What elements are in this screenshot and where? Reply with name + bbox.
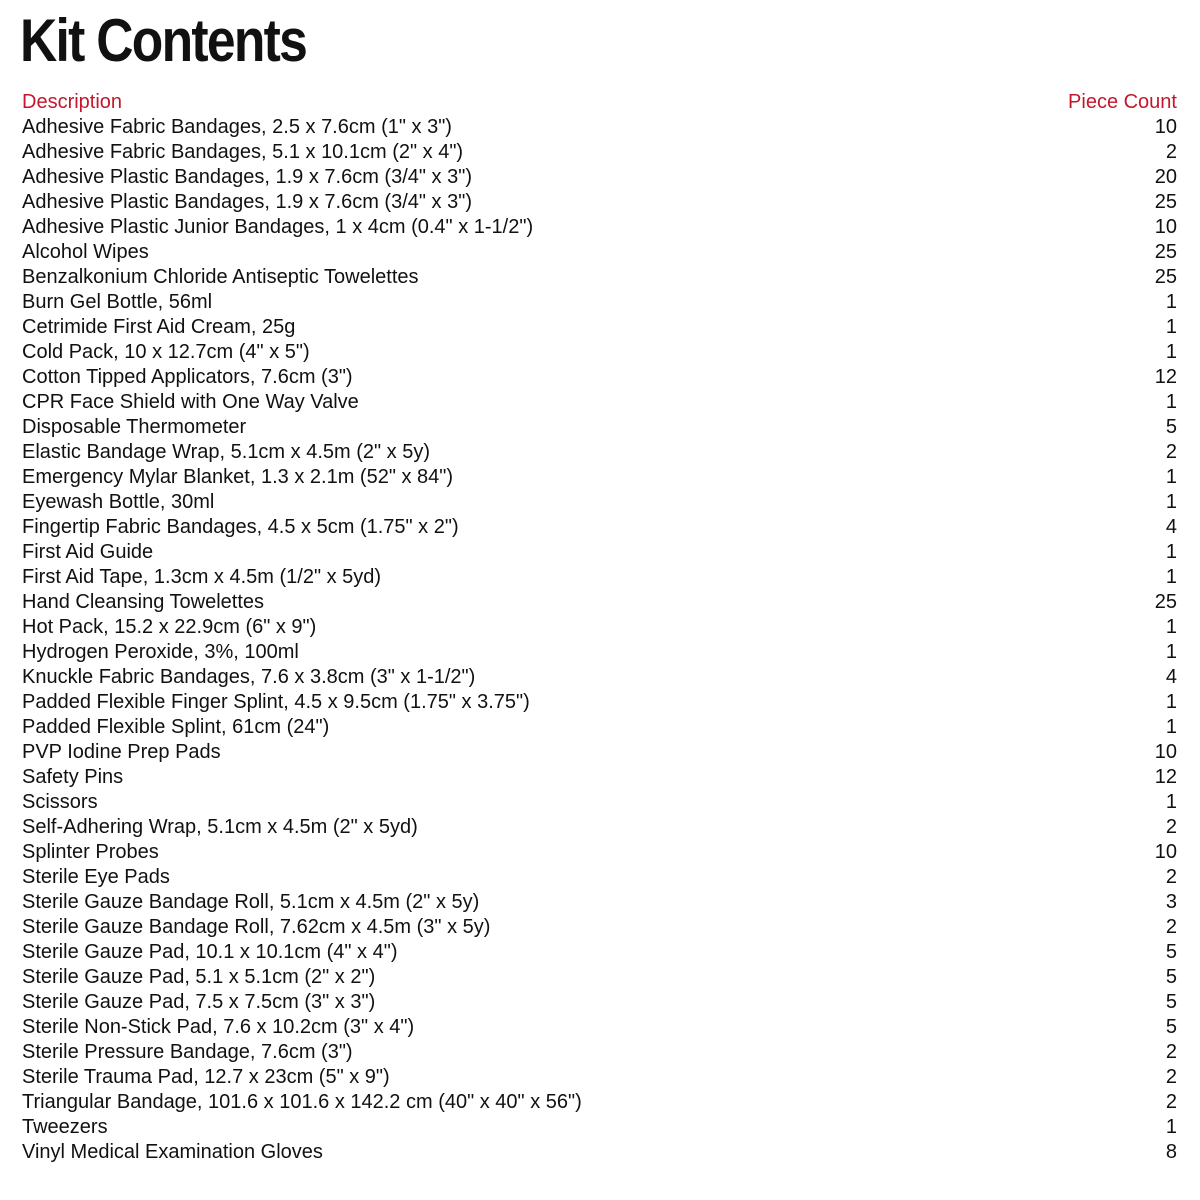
item-description: Adhesive Plastic Bandages, 1.9 x 7.6cm (3/4" x 3") [22, 191, 472, 213]
item-description: Sterile Gauze Bandage Roll, 7.62cm x 4.5m (3" x 5y) [22, 916, 491, 938]
item-piece-count: 25 [1154, 191, 1177, 213]
item-piece-count: 20 [1154, 166, 1177, 188]
item-description: Cotton Tipped Applicators, 7.6cm (3") [22, 366, 353, 388]
table-row [22, 340, 1177, 365]
table-row [22, 915, 1177, 940]
item-description: Sterile Gauze Pad, 7.5 x 7.5cm (3" x 3") [22, 991, 376, 1013]
item-piece-count: 1 [1165, 316, 1177, 338]
item-piece-count: 1 [1165, 391, 1177, 413]
table-row [22, 890, 1177, 915]
table-row [22, 1040, 1177, 1065]
item-description: Elastic Bandage Wrap, 5.1cm x 4.5m (2" x 5y) [22, 441, 431, 463]
table-row [22, 240, 1177, 265]
item-piece-count: 1 [1165, 466, 1177, 488]
item-piece-count: 1 [1165, 641, 1177, 663]
table-row [22, 1065, 1177, 1090]
table-row [22, 640, 1177, 665]
table-row [22, 1090, 1177, 1115]
item-description: Adhesive Fabric Bandages, 5.1 x 10.1cm (2" x 4") [22, 141, 464, 163]
item-description: Self-Adhering Wrap, 5.1cm x 4.5m (2" x 5yd) [22, 816, 418, 838]
item-piece-count: 10 [1154, 216, 1177, 238]
table-row [22, 715, 1177, 740]
page-title: Kit Contents [20, 7, 307, 74]
table-row [22, 165, 1177, 190]
item-piece-count: 5 [1165, 1016, 1177, 1038]
item-piece-count: 2 [1165, 1066, 1177, 1088]
item-piece-count: 5 [1165, 991, 1177, 1013]
item-description: Adhesive Fabric Bandages, 2.5 x 7.6cm (1" x 3") [22, 116, 452, 138]
item-piece-count: 1 [1165, 791, 1177, 813]
item-piece-count: 2 [1165, 1041, 1177, 1063]
item-piece-count: 1 [1165, 1116, 1177, 1138]
item-piece-count: 1 [1165, 616, 1177, 638]
item-description: Hot Pack, 15.2 x 22.9cm (6" x 9") [22, 616, 317, 638]
table-row [22, 765, 1177, 790]
table-row [22, 665, 1177, 690]
item-description: Sterile Gauze Pad, 10.1 x 10.1cm (4" x 4") [22, 941, 398, 963]
item-description: First Aid Tape, 1.3cm x 4.5m (1/2" x 5yd) [22, 566, 382, 588]
item-description: Triangular Bandage, 101.6 x 101.6 x 142.2 cm (40" x 40" x 56") [22, 1091, 582, 1113]
item-piece-count: 10 [1154, 741, 1177, 763]
table-row [22, 315, 1177, 340]
table-row [22, 1115, 1177, 1140]
item-piece-count: 2 [1165, 141, 1177, 163]
item-piece-count: 2 [1165, 816, 1177, 838]
table-row [22, 115, 1177, 140]
item-description: Alcohol Wipes [22, 241, 149, 263]
table-row [22, 590, 1177, 615]
table-row [22, 490, 1177, 515]
table-row [22, 865, 1177, 890]
table-row [22, 840, 1177, 865]
item-piece-count: 8 [1165, 1141, 1177, 1163]
item-piece-count: 4 [1165, 516, 1177, 538]
table-row [22, 190, 1177, 215]
table-body [22, 115, 1177, 1165]
item-piece-count: 1 [1165, 566, 1177, 588]
item-piece-count: 1 [1165, 341, 1177, 363]
table-row [22, 690, 1177, 715]
item-description: Vinyl Medical Examination Gloves [22, 1141, 323, 1163]
table-row [22, 365, 1177, 390]
item-piece-count: 4 [1165, 666, 1177, 688]
table-row [22, 1140, 1177, 1165]
table-row [22, 815, 1177, 840]
table-row [22, 940, 1177, 965]
item-piece-count: 25 [1154, 241, 1177, 263]
item-description: Sterile Non-Stick Pad, 7.6 x 10.2cm (3" x 4") [22, 1016, 415, 1038]
item-piece-count: 1 [1165, 541, 1177, 563]
item-description: PVP Iodine Prep Pads [22, 741, 221, 763]
item-description: Padded Flexible Finger Splint, 4.5 x 9.5cm (1.75" x 3.75") [22, 691, 530, 713]
table-row [22, 515, 1177, 540]
table-row [22, 1015, 1177, 1040]
item-description: Sterile Eye Pads [22, 866, 170, 888]
item-piece-count: 10 [1154, 116, 1177, 138]
item-description: Adhesive Plastic Bandages, 1.9 x 7.6cm (3/4" x 3") [22, 166, 472, 188]
item-piece-count: 12 [1154, 766, 1177, 788]
table-row [22, 540, 1177, 565]
item-description: Scissors [22, 791, 98, 813]
table-row [22, 465, 1177, 490]
item-description: Disposable Thermometer [22, 416, 247, 438]
table-row [22, 740, 1177, 765]
table-row [22, 615, 1177, 640]
item-piece-count: 25 [1154, 266, 1177, 288]
item-description: Adhesive Plastic Junior Bandages, 1 x 4cm (0.4" x 1-1/2") [22, 216, 534, 238]
item-piece-count: 2 [1165, 916, 1177, 938]
table-row [22, 140, 1177, 165]
item-description: CPR Face Shield with One Way Valve [22, 391, 359, 413]
item-piece-count: 2 [1165, 866, 1177, 888]
item-piece-count: 5 [1165, 966, 1177, 988]
item-piece-count: 12 [1154, 366, 1177, 388]
table-header-row [22, 90, 1177, 115]
table-row [22, 390, 1177, 415]
item-description: Benzalkonium Chloride Antiseptic Towelettes [22, 266, 419, 288]
item-description: Padded Flexible Splint, 61cm (24") [22, 716, 330, 738]
item-description: Safety Pins [22, 766, 124, 788]
item-description: Hydrogen Peroxide, 3%, 100ml [22, 641, 299, 663]
item-description: Sterile Pressure Bandage, 7.6cm (3") [22, 1041, 353, 1063]
kit-contents-table [22, 90, 1177, 1165]
item-piece-count: 1 [1165, 691, 1177, 713]
item-piece-count: 5 [1165, 416, 1177, 438]
item-piece-count: 10 [1154, 841, 1177, 863]
item-piece-count: 3 [1165, 891, 1177, 913]
item-description: Hand Cleansing Towelettes [22, 591, 265, 613]
item-description: Burn Gel Bottle, 56ml [22, 291, 213, 313]
table-row [22, 440, 1177, 465]
item-description: Cold Pack, 10 x 12.7cm (4" x 5") [22, 341, 310, 363]
item-description: Knuckle Fabric Bandages, 7.6 x 3.8cm (3" x 1-1/2") [22, 666, 476, 688]
item-piece-count: 25 [1154, 591, 1177, 613]
table-row [22, 265, 1177, 290]
item-description: Eyewash Bottle, 30ml [22, 491, 215, 513]
item-piece-count: 1 [1165, 491, 1177, 513]
table-row [22, 990, 1177, 1015]
table-row [22, 565, 1177, 590]
item-piece-count: 2 [1165, 441, 1177, 463]
item-description: First Aid Guide [22, 541, 154, 563]
item-description: Emergency Mylar Blanket, 1.3 x 2.1m (52" x 84") [22, 466, 454, 488]
item-piece-count: 2 [1165, 1091, 1177, 1113]
item-description: Sterile Gauze Pad, 5.1 x 5.1cm (2" x 2") [22, 966, 376, 988]
item-description: Splinter Probes [22, 841, 159, 863]
table-row [22, 290, 1177, 315]
table-row [22, 215, 1177, 240]
item-description: Sterile Gauze Bandage Roll, 5.1cm x 4.5m (2" x 5y) [22, 891, 480, 913]
description-column-header: Description [22, 91, 123, 113]
item-piece-count: 1 [1165, 291, 1177, 313]
item-description: Sterile Trauma Pad, 12.7 x 23cm (5" x 9") [22, 1066, 390, 1088]
item-piece-count: 5 [1165, 941, 1177, 963]
piece-count-column-header: Piece Count [1068, 91, 1177, 113]
table-row [22, 415, 1177, 440]
item-description: Fingertip Fabric Bandages, 4.5 x 5cm (1.75" x 2") [22, 516, 459, 538]
item-description: Tweezers [22, 1116, 108, 1138]
item-description: Cetrimide First Aid Cream, 25g [22, 316, 296, 338]
table-row [22, 965, 1177, 990]
table-row [22, 790, 1177, 815]
item-piece-count: 1 [1165, 716, 1177, 738]
